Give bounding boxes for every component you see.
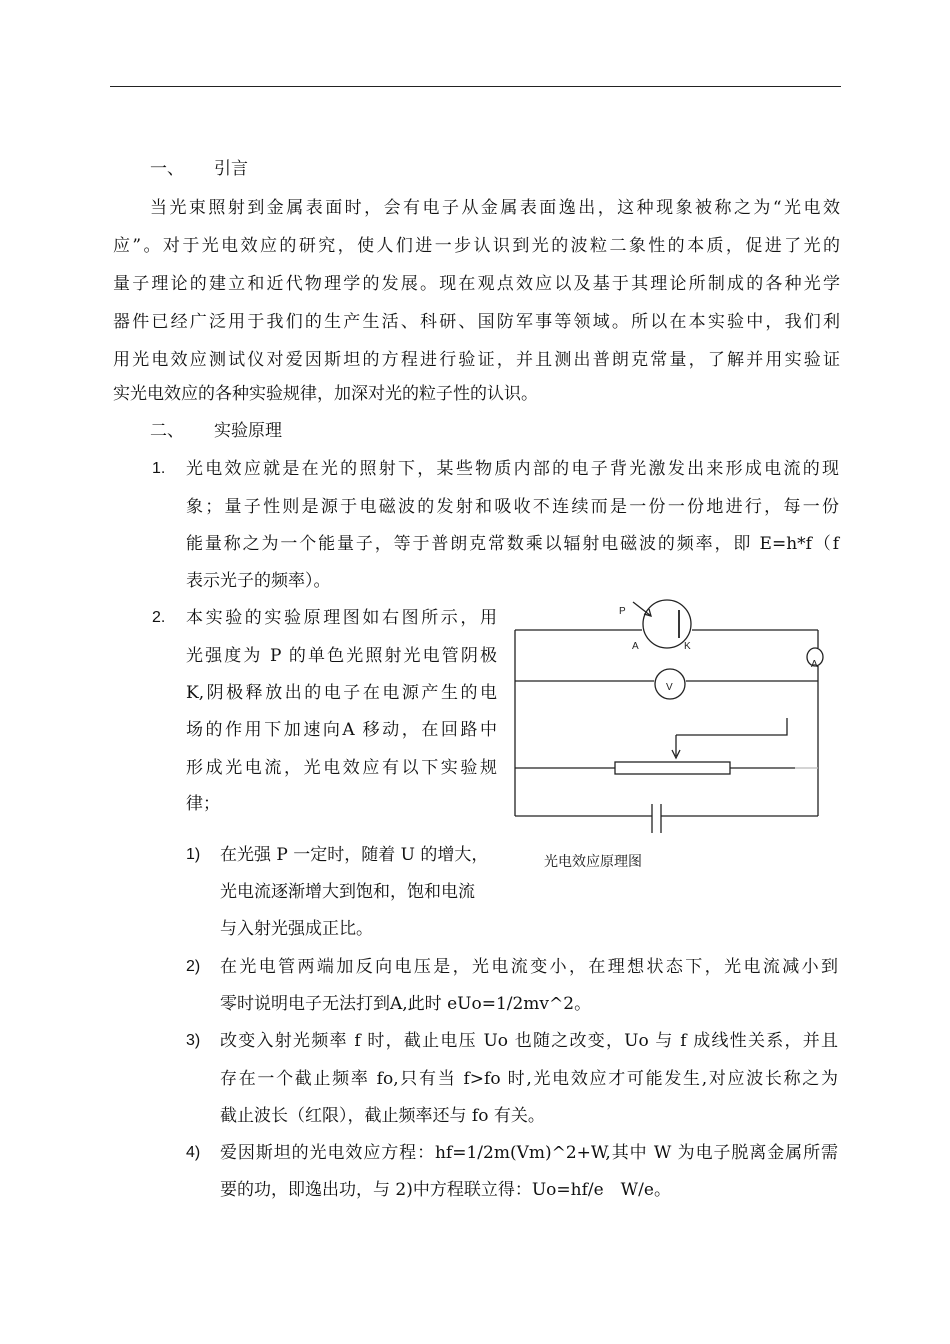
item1-line-4: 表示光子的频率）。: [186, 571, 331, 591]
section1-heading-number: 一、: [150, 159, 184, 179]
sub4-line-1: 爱因斯坦的光电效应方程：hf=1/2m(Vm)^2+W,其中 W 为电子脱离金属所需: [220, 1143, 838, 1163]
section1-line-1: 当光束照射到金属表面时，会有电子从金属表面逸出，这种现象被称之为“光电效: [150, 198, 840, 218]
section1-line-3: 量子理论的建立和近代物理学的发展。现在观点效应以及基于其理论所制成的各种光学: [113, 274, 840, 294]
rheostat-resistor: [615, 762, 730, 774]
section1-line-6: 实光电效应的各种实验规律，加深对光的粒子性的认识。: [113, 384, 538, 404]
item2-line-1: 本实验的实验原理图如右图所示，用: [186, 608, 497, 628]
label-k: K: [684, 641, 691, 652]
item2-line-3: K,阴极释放出的电子在电源产生的电: [186, 683, 497, 703]
sub3-line-3: 截止波长（红限），截止频率还与 fo 有关。: [220, 1106, 545, 1126]
item2-line-2: 光强度为 P 的单色光照射光电管阴极: [186, 646, 497, 666]
item1-number: 1.: [152, 460, 166, 477]
sub2-number: 2): [186, 958, 201, 975]
sub3-number: 3): [186, 1032, 201, 1049]
item2-line-5: 形成光电流，光电效应有以下实验规: [186, 758, 497, 778]
section1-line-2: 应”。对于光电效应的研究，使人们进一步认识到光的波粒二象性的本质，促进了光的: [113, 236, 840, 256]
section1-heading: 引言: [214, 159, 248, 179]
section1-line-4: 器件已经广泛用于我们的生产生活、科研、国防军事等领域。所以在本实验中，我们利: [113, 312, 840, 332]
item1-line-3: 能量称之为一个能量子，等于普朗克常数乘以辐射电磁波的频率，即 E=h*f（f: [186, 534, 839, 554]
diagram-caption: 光电效应原理图: [544, 853, 642, 869]
item2-line-6: 律；: [186, 794, 220, 814]
slider-wire: [676, 718, 787, 735]
item1-line-2: 象；量子性则是源于电磁波的发射和吸收不连续而是一份一份地进行，每一份: [186, 497, 839, 517]
sub3-line-1: 改变入射光频率 f 时，截止电压 Uo 也随之改变，Uo 与 f 成线性关系，并且: [220, 1031, 838, 1051]
sub1-line-3: 与入射光强成正比。: [220, 919, 373, 939]
label-p: P: [619, 606, 626, 617]
sub4-line-2: 要的功，即逸出功，与 2)中方程联立得：Uo=hf/e W/e。: [220, 1180, 671, 1200]
section2-heading: 实验原理: [214, 421, 282, 441]
sub2-line-1: 在光电管两端加反向电压是，光电流变小，在理想状态下，光电流减小到: [220, 957, 838, 977]
label-a: A: [632, 641, 639, 652]
item2-line-4: 场的作用下加速向A 移动，在回路中: [186, 720, 497, 740]
header-rule: [110, 86, 841, 87]
sub1-line-2: 光电流逐渐增大到饱和，饱和电流: [220, 882, 475, 902]
sub1-line-1: 在光强 P 一定时，随着 U 的增大，: [220, 845, 489, 865]
voltmeter-label: V: [666, 682, 673, 693]
item1-line-1: 光电效应就是在光的照射下，某些物质内部的电子背光激发出来形成电流的现: [186, 459, 839, 479]
section1-line-5: 用光电效应测试仪对爱因斯坦的方程进行验证，并且测出普朗克常量，了解并用实验证: [113, 350, 840, 370]
sub1-number: 1): [186, 846, 201, 863]
sub4-number: 4): [186, 1144, 201, 1161]
section2-heading-number: 二、: [150, 421, 184, 441]
item2-number: 2.: [152, 609, 166, 626]
sub3-line-2: 存在一个截止频率 fo,只有当 f>fo 时,光电效应才可能发生,对应波长称之为: [220, 1069, 838, 1089]
ammeter-label: A: [811, 659, 818, 670]
circuit-diagram: [505, 598, 835, 838]
sub2-line-2: 零时说明电子无法打到A,此时 eUo=1/2mv^2。: [220, 994, 592, 1014]
